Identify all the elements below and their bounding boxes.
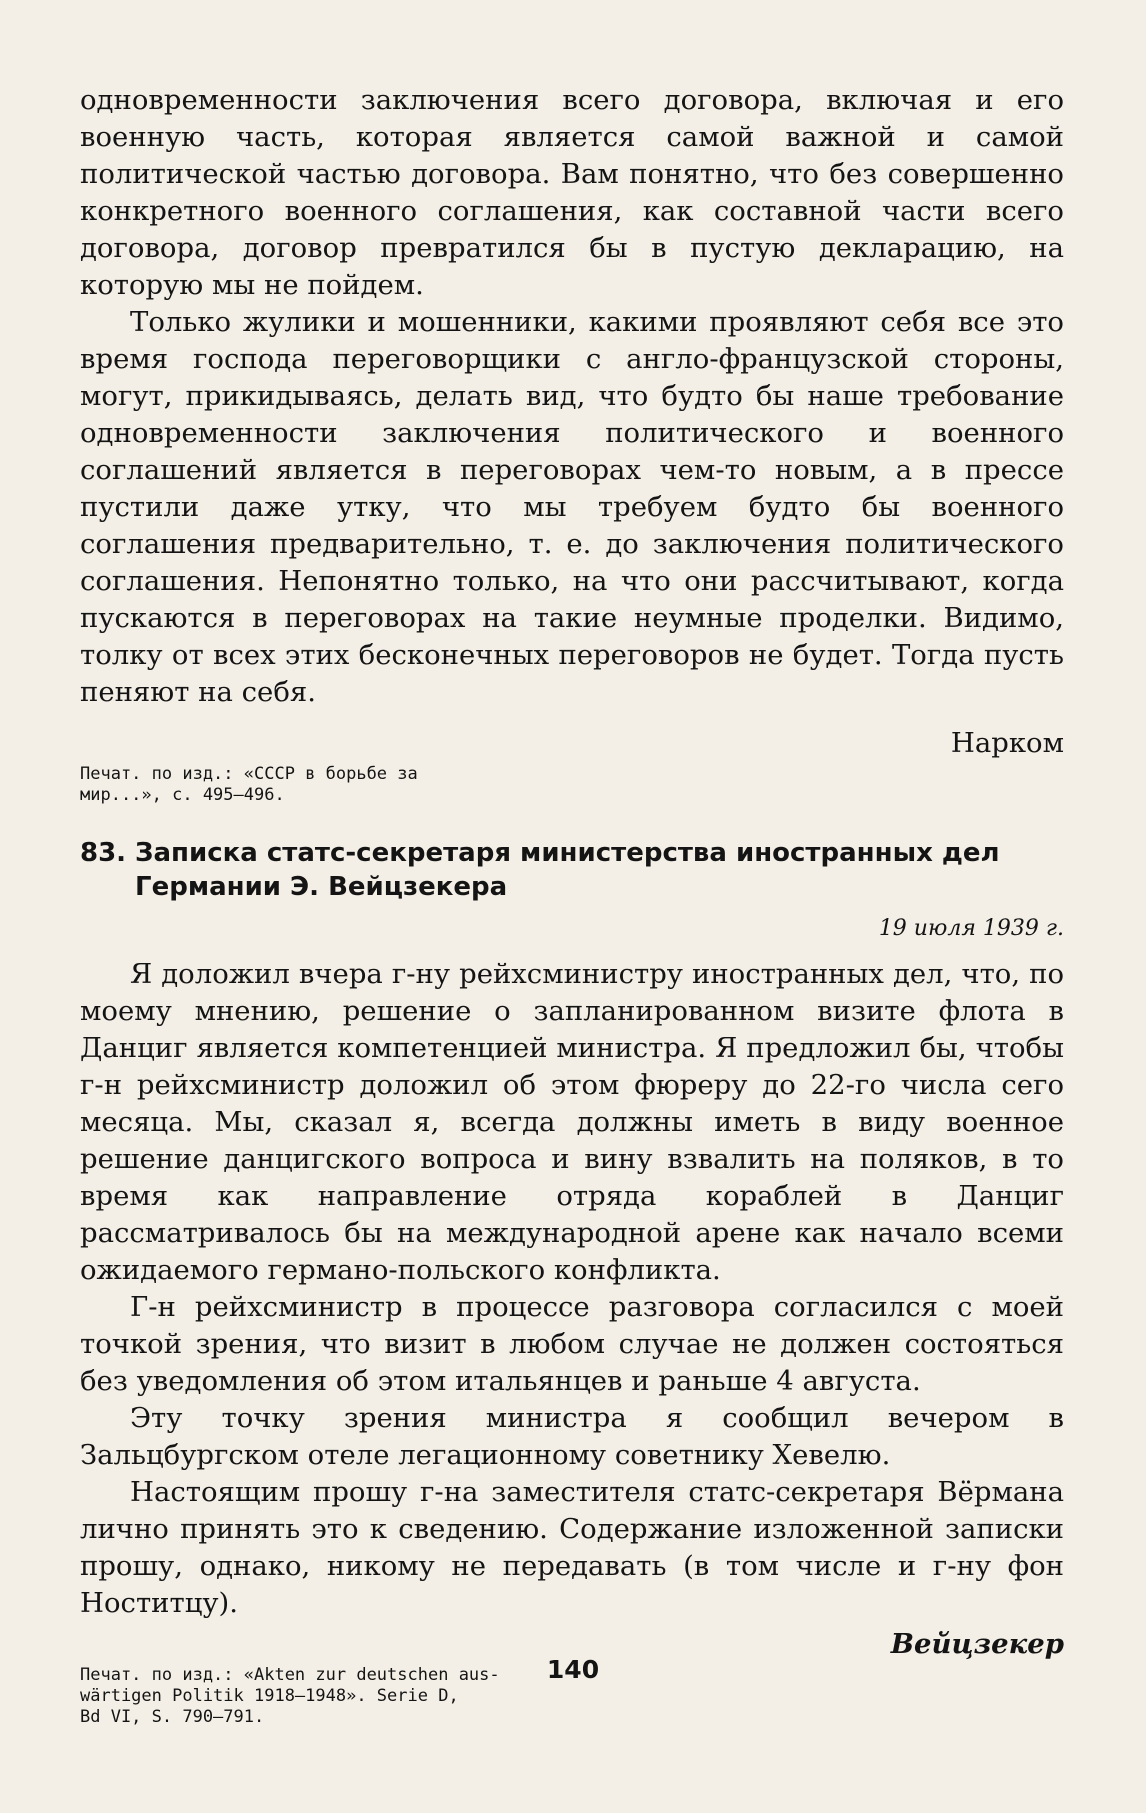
paragraph-4: Г-н рейхсминистр в процессе разговора согласился с моей точкой зрения, что визит в любом случае не должен состояться без уведомления об этом итальянцев и раньше 4 августа.	[80, 1291, 1064, 1397]
source-line: Bd VI, S. 790—791.	[80, 1707, 265, 1727]
source-line: Печат. по изд.: «СССР в борьбе за	[80, 764, 418, 784]
signature-weizsaecker: Вейцзекер	[890, 1628, 1064, 1660]
signature-narkom: Нарком	[950, 727, 1064, 759]
page-number: 140	[546, 1655, 600, 1684]
paragraph-3: Я доложил вчера г-ну рейхсминистру иностранных дел, что, по моему мнению, решение о запланированном визите флота в Данциг является компетенцией министра. Я предложил бы, чтобы г-н рейхсминистр доложил об этом фюреру до 22-го числа сего месяца. Мы, сказал я, всегда должны иметь в виду военное решение данцигского вопроса и вину взвалить на поляков, в то время как направление отряда кораблей в Данциг рассматривалось бы на международной арене как начало всеми ожидаемого германо-польского конфликта.	[80, 958, 1064, 1286]
paragraph-1: одновременности заключения всего договора, включая и его военную часть, которая является самой важной и самой политической частью договора. Вам понятно, что без совершенно конкретного военного соглашения, как составной части всего договора, договор превратился бы в пустую декларацию, на которую мы не пойдем.	[80, 84, 1064, 301]
document-page	[80, 82, 1064, 1728]
paragraph-6: Настоящим прошу г-на заместителя статс-секретаря Вёрмана лично принять это к сведению. Содержание изложенной записки прошу, однако, никому не передавать (в том числе и г-ну фон Ноститцу).	[80, 1476, 1064, 1619]
source-line: wärtigen Politik 1918—1948». Serie D,	[80, 1686, 459, 1706]
document-title: Записка статс-секретаря министерства иностранных дел Германии Э. Вейцзекера	[135, 838, 1000, 902]
source-line: Печат. по изд.: «Akten zur deutschen aus-	[80, 1665, 500, 1685]
document-date: 19 июля 1939 г.	[878, 916, 1064, 941]
document-number: 83.	[80, 838, 127, 868]
source-line: мир...», с. 495—496.	[80, 785, 285, 805]
document-heading	[80, 836, 1064, 904]
paragraph-2: Только жулики и мошенники, какими проявляют себя все это время господа переговорщики с англо-французской стороны, могут, прикидываясь, делать вид, что будто бы наше требование одновременности заключения политического и военного соглашений является в переговорах чем-то новым, а в прессе пустили даже утку, что мы требуем будто бы военного соглашения предварительно, т. е. до заключения политического соглашения. Непонятно только, на что они рассчитывают, когда пускаются в переговорах на такие неумные проделки. Видимо, толку от всех этих бесконечных переговоров не будет. Тогда пусть пеняют на себя.	[80, 306, 1064, 708]
source-note-1	[80, 764, 1064, 806]
paragraph-5: Эту точку зрения министра я сообщил вечером в Зальцбургском отеле легационному советнику Хевелю.	[80, 1402, 1064, 1471]
